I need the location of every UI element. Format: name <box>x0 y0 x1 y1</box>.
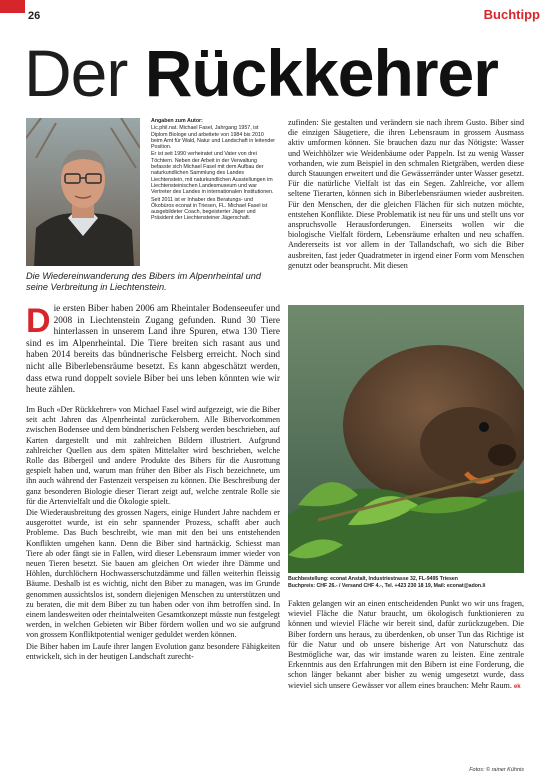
red-corner-marker <box>0 0 25 13</box>
author-info-paragraph: Lic.phil.nat. Michael Fasel, Jahrgang 1957, ist Diplom Biologe und arbeitete von 1984 bis 2010 beim Amt für Wald, Natur und Landschaft in leitender Position. <box>151 125 276 151</box>
order-info <box>288 576 524 589</box>
body-paragraph: Die Wiederausbreitung des grossen Nagers, einige Hundert Jahre nachdem er ausgerottet wurde, ist ein sehr spannender Prozess, schafft aber auch Probleme. Das Buch beschreibt, wie man mit den bei uns entstehenden Konflikten umgehen kann. Denn die Biber sind hartnäckig. Schiesst man Tiere ab oder fängt sie in Fallen, wird dieser Lebensraum immer wieder von neuen Tieren besetzt. Sie bauen am gleichen Ort wieder ihre Dämme und Höhlen, durchlöchern Hochwasserschutzdämme und fällen weiterhin fleissig Bäume. Deshalb ist es wichtig, nicht den Biber zu managen, was im Grunde genommen aussichtslos ist, sondern diejenigen Menschen zu unterstützen und zu beraten, die mit dem Biber zu tun haben oder von ihm betroffen sind. In einem landesweiten oder rheintalweiten Gesamtkonzept müsste nun festgelegt werden, in welchen Gebieten wir Biber fördern wollen und wo sie aufgrund von grossem Konfliktpotential weniger geduldet werden können. <box>26 508 280 640</box>
body-paragraph: Die Biber haben im Laufe ihrer langen Evolution ganz besondere Fähigkeiten entwickelt, sich in der heutigen Landschaft zurecht- <box>26 641 280 661</box>
page-number: 26 <box>28 10 41 22</box>
body-paragraph: zufinden: Sie gestalten und verändern sie nach ihrem Gusto. Biber sind die einzigen Säugetiere, die ihren Lebensraum in grossem Ausmass aktiv umformen können. Sie brauchen dazu nur das Nötigste: Wasser und Weichhölzer wie Weidenbäume oder Pappeln. Ist zu wenig Wasser vorhanden, wie zum Beispiel in den schmalen Rietgräben, werden diese durch Stauungen erweitert und die Gewässerränder unter Wasser gesetzt. Für die natürliche Vielfalt ist das ein Segen. Zahlreiche, vor allem seltene Tierarten, können sich in Biberlebensräumen wieder ausbreiten. Für den Menschen, der die gleichen Flächen für sich nutzen möchte, entstehen Konflikte. Diese Problematik ist neu für uns und stellt uns vor anspruchsvolle Herausforderungen. Einerseits wollen wir die biologische Vielfalt fördern, Lebensräume erhalten und neu schaffen. Andererseits ist vor allem in der Tallandschaft, wo sich die Biber ausbreiten, fast jeder Quadratmeter in irgend einer Form vom Menschen genutzt oder beansprucht. Mit diesen <box>288 118 524 270</box>
body-paragraph <box>288 599 524 691</box>
author-info-paragraph: Seit 2011 ist er Inhaber des Beratungs- und Ökobüros econat in Triesen, FL. Michael Fasel ist ausgebildeter Coach, begeisterter Jäger und Präsident der Liechtensteiner Jägerschaft. <box>151 196 268 222</box>
drop-cap: D <box>26 302 51 340</box>
author-info-paragraph: Er ist seit 1990 verheiratet und Vater von drei Töchtern. Neben der Arbeit in der Verwaltung befasste sich Michael Fasel mit dem Aufbau der naturkundlichen Sammlung des Landes Liechtenstein, mit naturkundlichen Ausstellungen im Liechtensteinischen Landesmuseum und war Vertreter des Landes in internationalen Institutionen. <box>151 151 274 196</box>
image-caption: Die Wiedereinwanderung des Bibers im Alpenrheintal und seine Verbreitung in Liechtenstein. <box>26 271 262 292</box>
section-label: Buchtipp <box>483 7 540 22</box>
body-column-right-bottom <box>288 599 524 692</box>
author-info-heading: Angaben zum Autor: <box>151 118 203 124</box>
order-info-line1: Buchbestellung: econat Anstalt, Industriestrasse 32, FL-9495 Triesen <box>288 576 458 582</box>
body-column-left <box>26 405 280 663</box>
lead-paragraph <box>26 304 280 397</box>
author-portrait <box>26 118 140 266</box>
beaver-photo <box>288 305 524 573</box>
lead-text: ie ersten Biber haben 2006 am Rheintaler Bodenseeufer und 2008 in Liechtenstein Zugang gefunden. Rund 30 Tiere hinterlassen in unserem Land ihre Spuren, etwa 130 Tiere sind es im Alpenrheintal. Die Tiere breiten sich rasant aus und haben 2014 bereits das bündnerische Felsberg erreicht. Noch sind nicht alle Biberlebensräume besetzt. Es kann abgeschätzt werden, dass etwa rund doppelt soviele Biber bei uns leben könnten wie wir heute zählen. <box>26 304 280 396</box>
body-column-right-top <box>288 118 524 272</box>
order-info-line2: Buchpreis: CHF 26.- / Versand CHF 4.-, Tel. +423 230 18 19, Mail: econat@adon.li <box>288 582 486 589</box>
title-bold: Rückkehrer <box>144 36 498 110</box>
body-paragraph: Im Buch «Der Rückkehrer» von Michael Fasel wird aufgezeigt, wie die Biber seit acht Jahren das Alpenrheintal zurückerobern. Alle Bibervorkommen zwischen Bodensee und dem bündnerischen Felsberg werden beschrieben, auf Karten dargestellt und mit zahlreichen Bildern illustriert. Aufgrund zahlreicher Quellen aus dem späten Mittelalter wird beschrieben, welche Rolle das Bibergeil und andere Produkte des Bibers für die Ausrottung gespielt haben und, warum man früher den Biber als Fisch bezeichnete, um ihn auch während der Fastenzeit verspeisen zu können. Die Beschreibung der ganz besonderen Biologie dieser Tierart zeigt auf, welche zentrale Rolle sie für die Artenvielfalt und die Ökologie spielt. <box>26 405 280 506</box>
end-mark: ek <box>513 683 521 690</box>
page-title <box>24 32 498 114</box>
body-paragraph-text: Fakten gelangen wir an einen entscheidenden Punkt wo wir uns fragen, wieviel Fläche die Natur braucht, um ökologisch funktionieren zu können und wieviel Fläche wir bereit sind, dafür zurückzugeben. Die Biber fordern uns heraus, zu überdenken, ob unser Tun das Richtige ist für die Natur und ob unsere bisherige Art von Naturschutz das Bestmögliche war, das wir imstande waren zu leisten. Eine zentrale Erkenntnis aus den Erfahrungen mit den Bibern ist eine Forderung, die schon länger bekannt aber bisher zu wenig umgesetzt wurde, dass wieviel sich unsere Gewässer vor allem eines brauchen: Mehr Raum. <box>288 599 524 690</box>
title-light: Der <box>24 36 128 110</box>
author-info <box>151 118 276 223</box>
photo-credit: Fotos: © rainer Kühnis <box>469 767 524 773</box>
